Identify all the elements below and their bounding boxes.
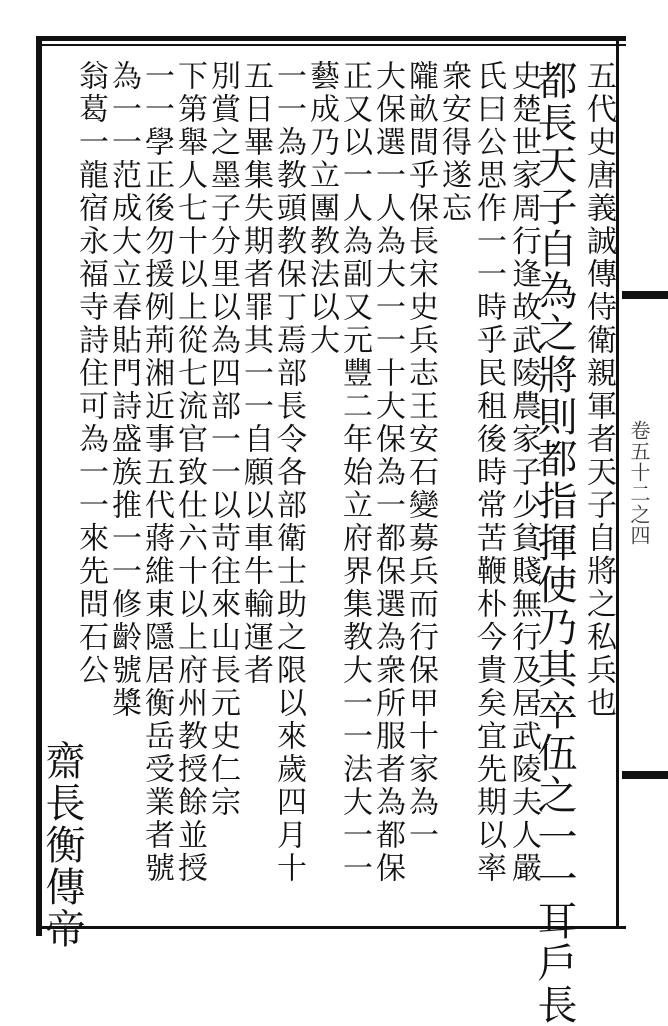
text-column: 隴畝間乎保長宋史兵志王安石變募兵而行保甲十家為一	[403, 60, 438, 852]
text-column: 藝成乃立團教法以大	[304, 60, 339, 357]
text-column: 一一為教頭教保丁焉部長令各部衛士助之限以來歲四月十	[271, 60, 306, 885]
fold-bar	[622, 771, 668, 779]
fold-bar	[622, 291, 668, 299]
text-column: 下第舉人七十以上從七流官致仕六十以上府州教授餘並授	[172, 60, 207, 885]
text-column: 別賞之墨子分里以為四部一一以苛往來山長元史仁宗	[205, 60, 240, 819]
text-column: 史楚世家周行逢故武陵農家子少貧賤無行及居武陵夫人嚴	[506, 60, 541, 885]
text-column: 齋長衡傳帝	[39, 740, 85, 950]
text-column: 翁葛一龍宿永福寺詩住可為一一來先問石公	[73, 60, 108, 687]
fold-margin-label: 卷五十二之四	[627, 420, 651, 546]
text-column: 為一一范成大立春貼門詩盛族推一一修齡號槳	[106, 60, 141, 720]
text-column: 一一學正後勿援例荊湘近事五代蔣維東隱居衡岳受業者號	[139, 60, 174, 885]
page-border-top-inner	[36, 44, 626, 46]
text-column: 都長天子自為之將則都指揮使乃其卒伍之一一耳戶長	[531, 60, 577, 1026]
text-column: 五代史唐義誠傳侍衛親軍者天子自將之私兵也	[581, 60, 616, 720]
text-column: 氏曰公思作一一時乎民租後時常苦鞭朴今貴矣宜先期以率	[471, 60, 506, 885]
text-column: 衆安得遂忘	[436, 60, 471, 225]
text-column: 五日畢集失期者罪其一一自願以車牛輸運者	[238, 60, 273, 687]
text-column: 大保選一人為大一一十大保為一都保選為衆所服者為都保	[370, 60, 405, 885]
text-column: 正又以一人為副又元豐二年始立府界集教大一一法大一一	[337, 60, 372, 885]
page-border-top	[36, 36, 626, 41]
